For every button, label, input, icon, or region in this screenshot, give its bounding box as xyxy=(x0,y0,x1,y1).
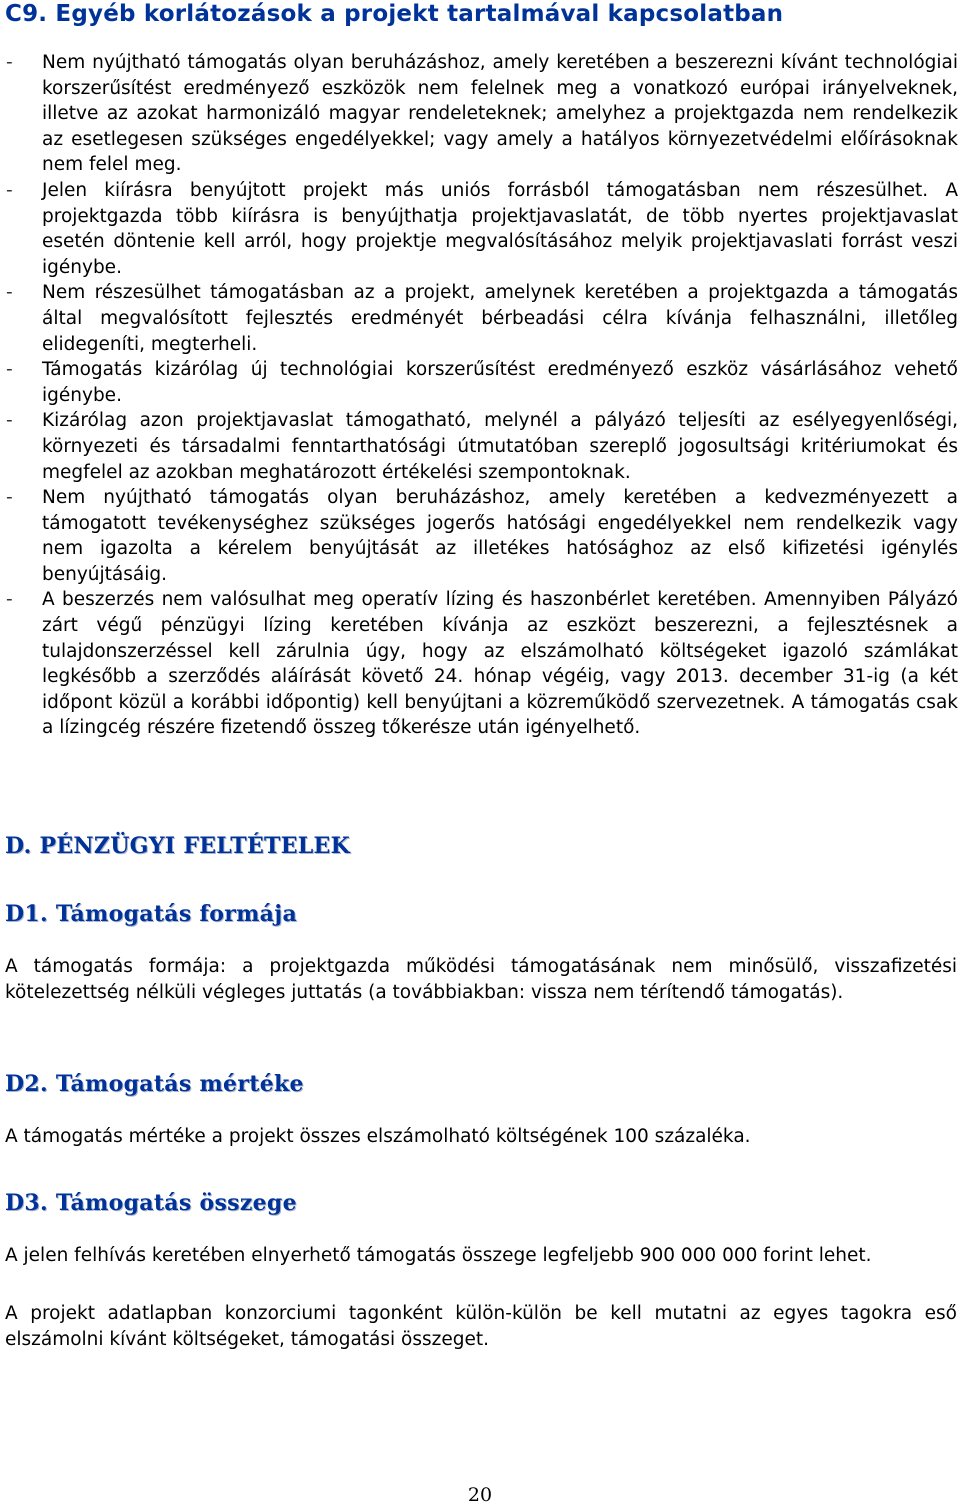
section-c9-heading: C9. Egyéb korlátozások a projekt tartalmával kapcsolatban xyxy=(5,1,784,27)
section-d3-paragraph-1: A jelen felhívás keretében elnyerhető támogatás összege legfeljebb 900 000 000 forint lehet. xyxy=(5,1245,872,1266)
section-d3-heading: D3. Támogatás összege xyxy=(5,1190,297,1216)
list-item-text: Kizárólag azon projektjavaslat támogatható, melynél a pályázó teljesíti az esélyegyenlőségi, környezeti és társadalmi fenntarthatósági útmutatóban szereplő jogosultsági kritériumokat és megfelel az azokban meghatározott értékelési szempontoknak. xyxy=(42,410,958,483)
bullet-dash: - xyxy=(6,282,13,304)
list-item xyxy=(0,587,958,741)
section-d-heading: D. PÉNZÜGYI FELTÉTELEK xyxy=(5,833,351,859)
list-item-text: Jelen kiírásra benyújtott projekt más uniós forrásból támogatásban nem részesülhet. A projektgazda több kiírásra is benyújthatja projektjavaslatát, de több nyertes projektjavaslat esetén döntenie kell arról, hogy projektje megvalósításához melyik projektjavaslati forrást veszi igénybe. xyxy=(42,179,958,278)
list-item-text: A beszerzés nem valósulhat meg operatív lízing és haszonbérlet keretében. Amennyiben Pályázó zárt végű pénzügyi lízing keretében kívánja az eszközt beszerezni, a fejlesztésnek a tulajdonszerzéssel kell zárulnia úgy, hogy az elszámolható költségeket igazoló számlákat legkésőbb a szerződés aláírását követő 24. hónap végéig, vagy 2013. december 31-ig (a két időpont közül a korábbi időpontig) kell benyújtani a közreműködő szervezetnek. A támogatás csak a lízingcég részére fizetendő összeg tőkerésze után igényelhető. xyxy=(42,589,958,739)
bullet-dash: - xyxy=(6,410,13,432)
list-item xyxy=(0,280,958,357)
section-d2-paragraph: A támogatás mértéke a projekt összes elszámolható költségének 100 százaléka. xyxy=(5,1126,751,1147)
list-item-text: Nem részesülhet támogatásban az a projekt, amelynek keretében a projektgazda a támogatás által megvalósított fejlesztés eredményét bérbeadási célra kívánja felhasználni, illetőleg elidegeníti, megterheli. xyxy=(42,282,958,355)
restrictions-list xyxy=(0,50,958,741)
section-d2-heading: D2. Támogatás mértéke xyxy=(5,1071,304,1097)
bullet-dash: - xyxy=(6,487,13,509)
list-item xyxy=(0,408,958,485)
list-item xyxy=(0,50,958,178)
bullet-dash: - xyxy=(6,52,13,73)
bullet-dash: - xyxy=(6,589,13,611)
section-d1-paragraph: A támogatás formája: a projektgazda működési támogatásának nem minősülő, visszafizetési kötelezettség nélküli végleges juttatás (a továbbiakban: vissza nem térítendő támogatás). xyxy=(5,956,957,1003)
bullet-dash: - xyxy=(6,359,13,381)
list-item-text: Nem nyújtható támogatás olyan beruházáshoz, amely keretében a kedvezményezett a támogatott tevékenységhez szükséges jogerős hatósági engedélyekkel nem rendelkezik vagy nem igazolta a kérelem benyújtását az illetékes hatósághoz az első kifizetési igénylés benyújtásáig. xyxy=(42,487,958,585)
bullet-dash: - xyxy=(6,179,13,201)
list-item-text: Támogatás kizárólag új technológiai korszerűsítést eredményező eszköz vásárlásához vehető igénybe. xyxy=(42,359,958,406)
list-item xyxy=(0,485,958,587)
list-item xyxy=(0,178,958,280)
list-item xyxy=(0,357,958,408)
section-d3-paragraph-2: A projekt adatlapban konzorciumi tagonként külön-külön be kell mutatni az egyes tagokra eső elszámolni kívánt költségeket, támogatási összeget. xyxy=(5,1303,957,1350)
section-d1-heading: D1. Támogatás formája xyxy=(5,901,298,927)
page-number: 20 xyxy=(467,1484,493,1506)
list-item-text: Nem nyújtható támogatás olyan beruházáshoz, amely keretében a beszerezni kívánt technológiai korszerűsítést eredményező eszközök nem felelnek meg a vonatkozó európai irányelveknek, illetve az azokat harmonizáló magyar rendeleteknek; amelyhez a projektgazda nem rendelkezik az esetlegesen szükséges engedélyekkel; vagy amely a hatályos környezetvédelmi előírásoknak nem felel meg. xyxy=(42,52,958,176)
